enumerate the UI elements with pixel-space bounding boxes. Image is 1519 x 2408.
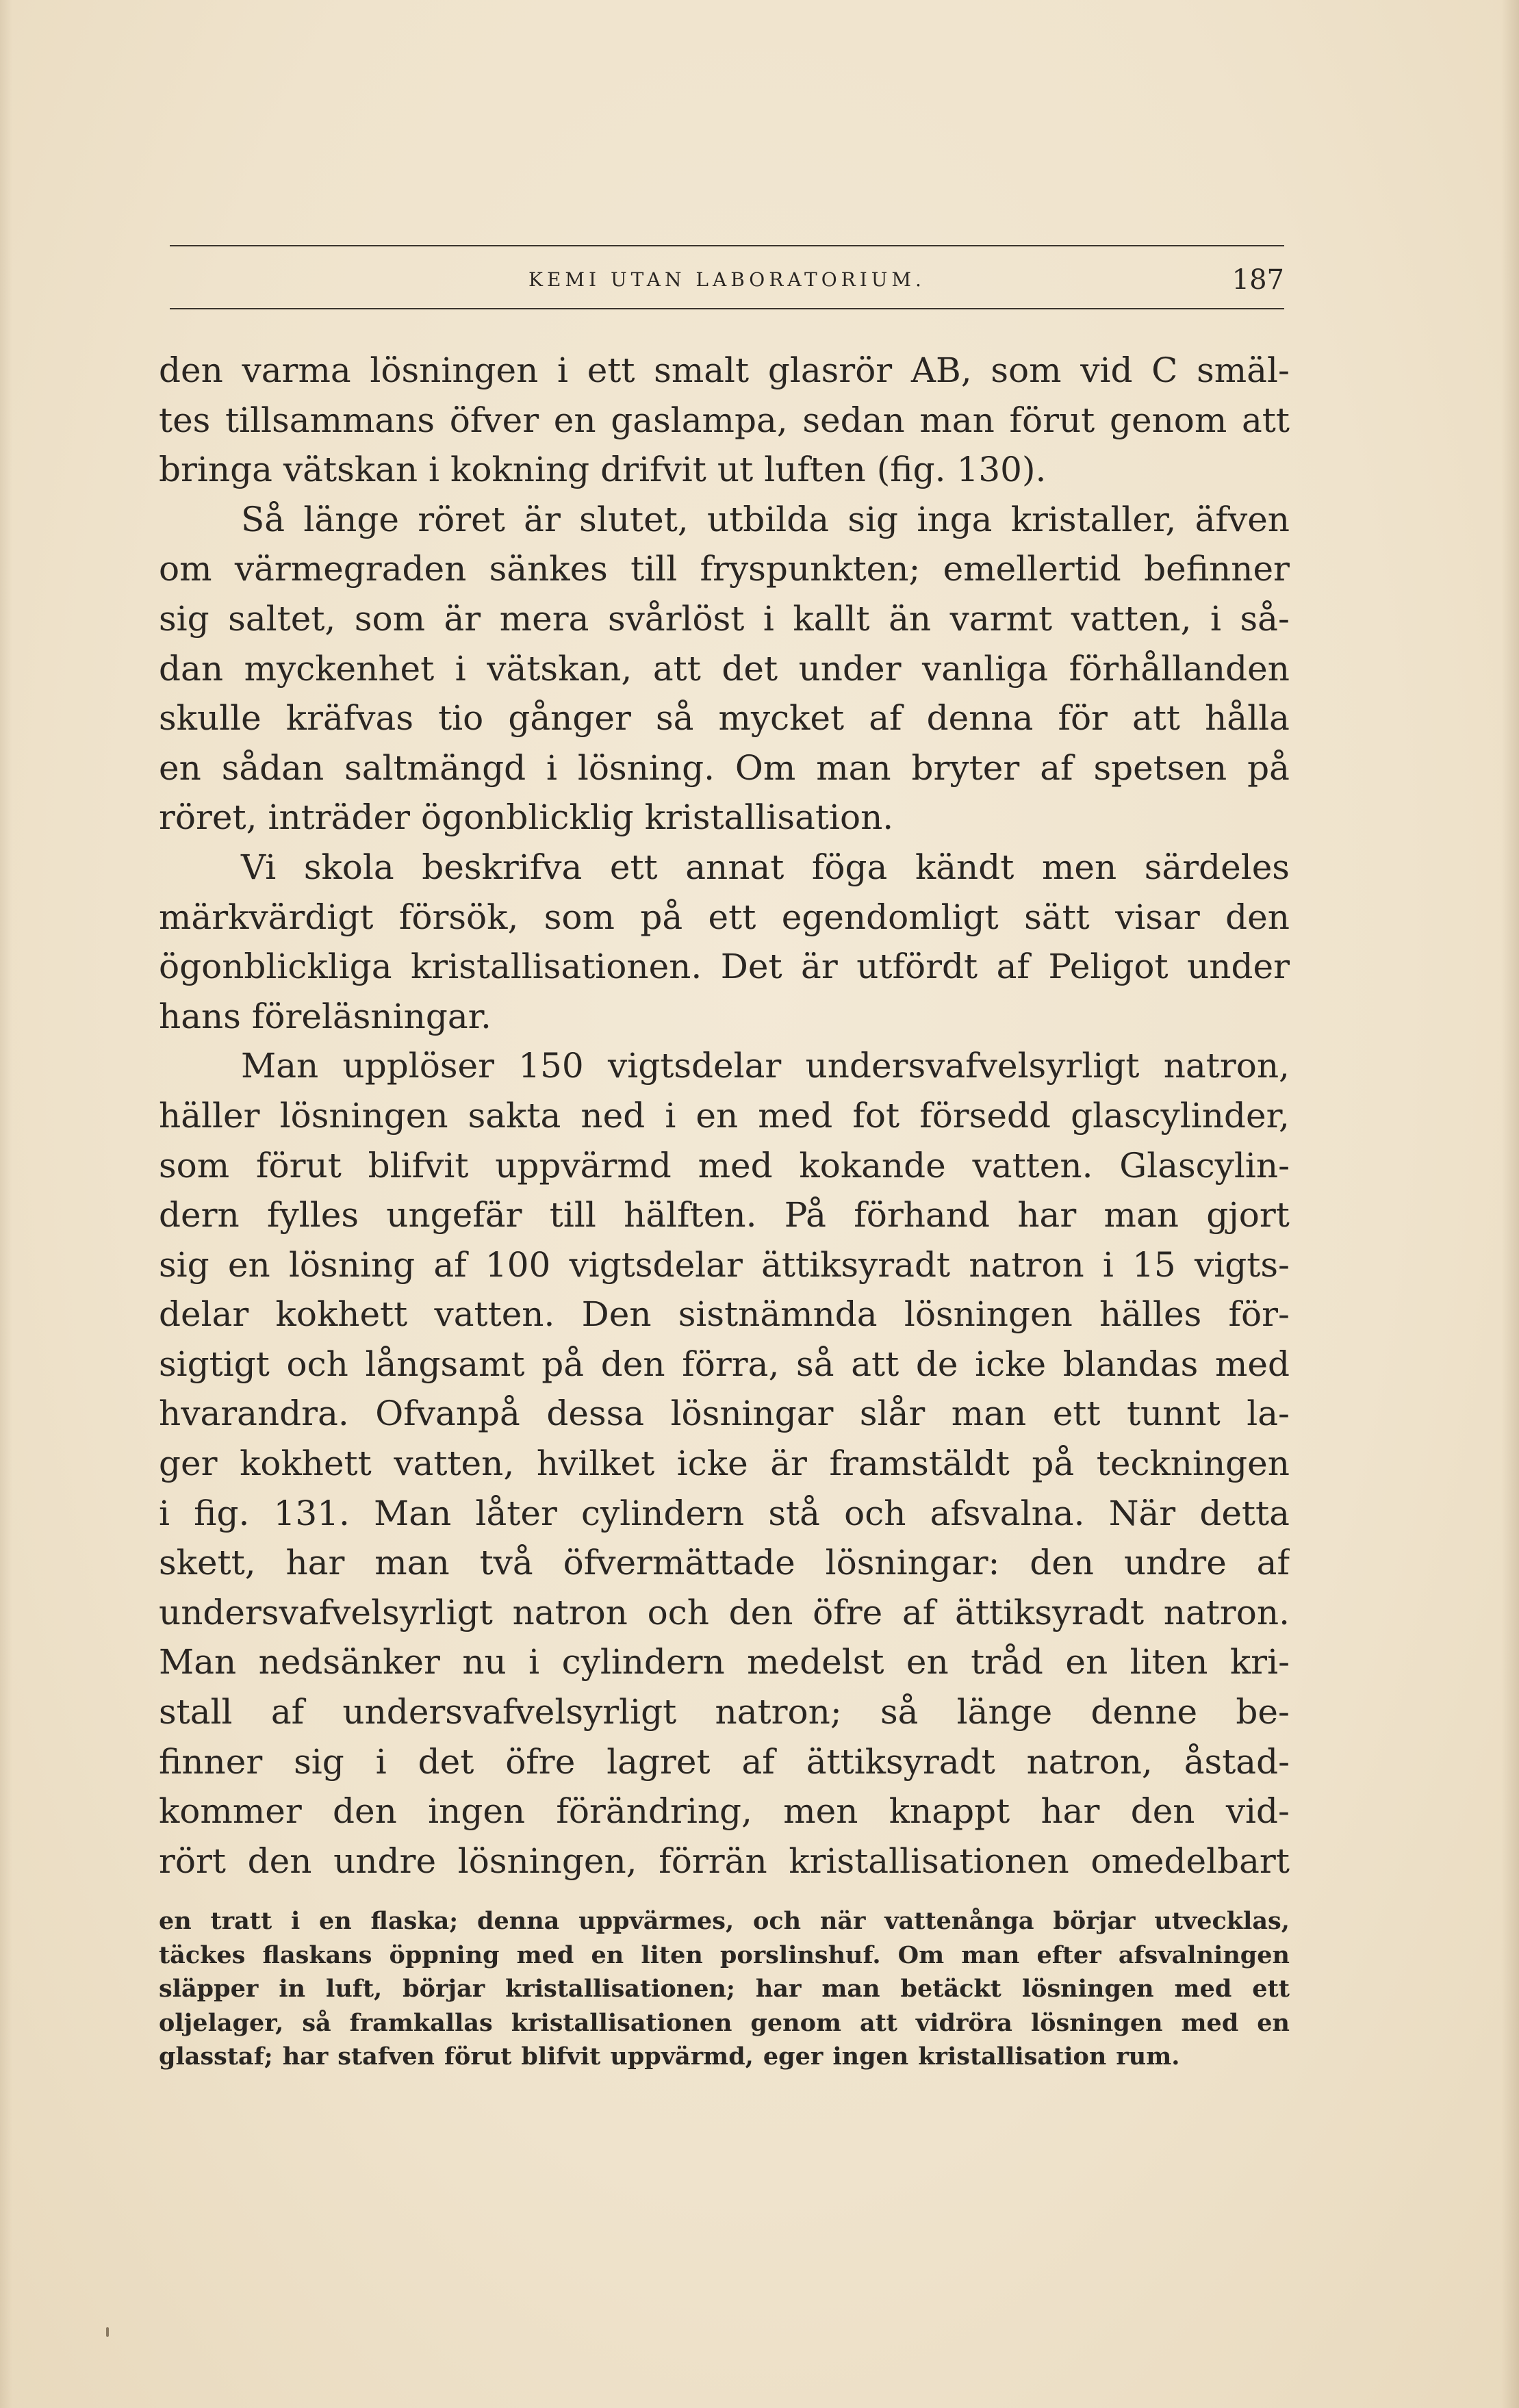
footnote-line: glasstaf; har stafven förut blifvit uppvärmd, eger ingen kristallisation rum. (159, 2042, 1180, 2071)
text-line: Vi skola beskrifva ett annat föga kändt men särdeles (241, 847, 1290, 887)
text-line: delar kokhett vatten. Den sistnämnda lösningen hälles för- (159, 1294, 1290, 1335)
text-line: Man upplöser 150 vigtsdelar undersvafvelsyrligt natron, (241, 1046, 1290, 1086)
text-line: i fig. 131. Man låter cylindern stå och afsvalna. När detta (159, 1493, 1290, 1533)
page-edge-shadow-right (1501, 0, 1519, 2408)
text-line: sig saltet, som är mera svårlöst i kallt än varmt vatten, i så- (159, 598, 1290, 639)
text-line: skulle kräfvas tio gånger så mycket af denna för att hålla (159, 698, 1290, 739)
text-line: röret, inträder ögonblicklig kristallisation. (159, 797, 894, 838)
text-line: som förut blifvit uppvärmd med kokande vatten. Glascylin- (159, 1145, 1290, 1186)
footnote-line: täckes flaskans öppning med en liten porslinshuf. Om man efter afsvalningen (159, 1941, 1290, 1969)
footnote-line: släpper in luft, börjar kristallisationen; har man betäckt lösningen med ett (159, 1975, 1290, 2003)
running-title: KEMI UTAN LABORATORIUM. (528, 268, 926, 291)
page-edge-shadow-left (0, 0, 12, 2408)
text-line: bringa vätskan i kokning drifvit ut luften (fig. 130). (159, 450, 1047, 490)
text-line: dern fylles ungefär till hälften. På förhand har man gjort (159, 1195, 1290, 1235)
text-line: sigtigt och långsamt på den förra, så att de icke blandas med (159, 1344, 1290, 1384)
body-text (159, 346, 1290, 1886)
text-line: rört den undre lösningen, förrän kristallisationen omedelbart (159, 1841, 1290, 1881)
text-line: undersvafvelsyrligt natron och den öfre af ättiksyradt natron. (159, 1592, 1290, 1632)
text-line: finner sig i det öfre lagret af ättiksyradt natron, åstad- (159, 1741, 1290, 1782)
text-line: sig en lösning af 100 vigtsdelar ättiksyradt natron i 15 vigts- (159, 1244, 1290, 1285)
text-line: hans föreläsningar. (159, 996, 492, 1036)
text-line: en sådan saltmängd i lösning. Om man bryter af spetsen på (159, 747, 1290, 788)
text-line: märkvärdigt försök, som på ett egendomligt sätt visar den (159, 897, 1290, 937)
text-line: tes tillsammans öfver en gaslampa, sedan man förut genom att (159, 400, 1290, 440)
text-line: häller lösningen sakta ned i en med fot försedd glascylinder, (159, 1095, 1290, 1136)
header-rule-bottom (170, 308, 1284, 309)
page-number: 187 (1231, 264, 1284, 296)
footnote-line: oljelager, så framkallas kristallisationen genom att vidröra lösningen med en (159, 2008, 1290, 2037)
text-line: dan myckenhet i vätskan, att det under vanliga förhållanden (159, 648, 1290, 689)
text-line: Så länge röret är slutet, utbilda sig inga kristaller, äfven (241, 499, 1290, 539)
text-line: kommer den ingen förändring, men knappt har den vid- (159, 1791, 1290, 1832)
paper-speck (106, 2327, 109, 2337)
text-line: skett, har man två öfvermättade lösningar: den undre af (159, 1543, 1290, 1583)
text-line: den varma lösningen i ett smalt glasrör AB, som vid C smäl- (159, 350, 1290, 390)
running-head (170, 263, 1284, 297)
text-line: hvarandra. Ofvanpå dessa lösningar slår man ett tunnt la- (159, 1394, 1290, 1434)
text-line: Man nedsänker nu i cylindern medelst en tråd en liten kri- (159, 1642, 1290, 1682)
footnote-line: en tratt i en flaska; denna uppvärmes, och när vattenånga börjar utvecklas, (159, 1907, 1290, 1935)
text-line: ger kokhett vatten, hvilket icke är framstäldt på teckningen (159, 1444, 1290, 1484)
text-line: om värmegraden sänkes till fryspunkten; emellertid befinner (159, 549, 1290, 589)
footnotes (159, 1904, 1290, 2074)
text-line: stall af undersvafvelsyrligt natron; så länge denne be- (159, 1692, 1290, 1732)
header-rule-top (170, 245, 1284, 246)
text-line: ögonblickliga kristallisationen. Det är utfördt af Peligot under (159, 947, 1290, 987)
